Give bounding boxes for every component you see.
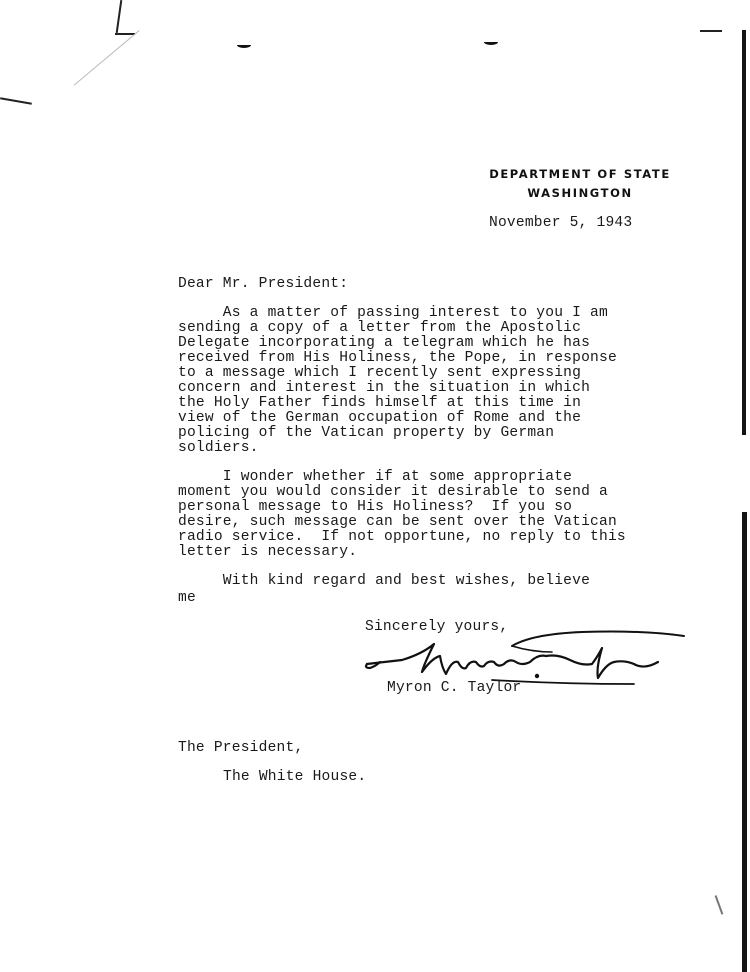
letter-date: November 5, 1943 bbox=[489, 215, 633, 231]
paragraph-line: received from His Holiness, the Pope, in response bbox=[178, 350, 617, 366]
signature-name: Myron C. Taylor bbox=[387, 680, 522, 696]
letterhead-city: WASHINGTON bbox=[527, 186, 633, 200]
scan-mark-diagonal bbox=[0, 97, 32, 104]
paragraph-line: sending a copy of a letter from the Apostolic bbox=[178, 320, 582, 336]
scan-mark-diagonal-light bbox=[74, 30, 140, 85]
salutation: Dear Mr. President: bbox=[178, 276, 349, 292]
scan-mark-top-right bbox=[700, 30, 722, 32]
paragraph-line: With kind regard and best wishes, believe bbox=[178, 573, 591, 589]
page-edge-right-upper bbox=[742, 30, 746, 435]
paragraph-line: me bbox=[178, 590, 196, 606]
paragraph-line: I wonder whether if at some appropriate bbox=[178, 469, 573, 485]
addressee-location: The White House. bbox=[223, 769, 367, 785]
page-edge-right-lower bbox=[742, 512, 747, 972]
addressee-title: The President, bbox=[178, 740, 304, 756]
paragraph-line: moment you would consider it desirable to send a bbox=[178, 484, 608, 500]
paragraph-line: the Holy Father finds himself at this time in bbox=[178, 395, 582, 411]
scan-scuff-1 bbox=[237, 42, 251, 48]
paragraph-line: view of the German occupation of Rome and the bbox=[178, 410, 582, 426]
paragraph-line: radio service. If not opportune, no reply to this bbox=[178, 529, 626, 545]
paragraph-line: As a matter of passing interest to you I am bbox=[178, 305, 608, 321]
paragraph-line: policing of the Vatican property by German bbox=[178, 425, 555, 441]
scan-scuff-2 bbox=[484, 39, 498, 45]
paragraph-line: Delegate incorporating a telegram which he has bbox=[178, 335, 591, 351]
letterhead-department: DEPARTMENT OF STATE bbox=[489, 167, 671, 181]
paragraph-line: to a message which I recently sent expressing bbox=[178, 365, 582, 381]
letterhead bbox=[470, 165, 690, 203]
paragraph-line: desire, such message can be sent over the Vatican bbox=[178, 514, 617, 530]
paragraph-line: soldiers. bbox=[178, 440, 259, 456]
scan-mark-bottom-right bbox=[715, 895, 723, 914]
paragraph-line: concern and interest in the situation in which bbox=[178, 380, 591, 396]
closing: Sincerely yours, bbox=[365, 619, 509, 635]
paragraph-line: personal message to His Holiness? If you so bbox=[178, 499, 573, 515]
scan-mark-top-left bbox=[116, 0, 123, 33]
paragraph-line: letter is necessary. bbox=[178, 544, 358, 560]
